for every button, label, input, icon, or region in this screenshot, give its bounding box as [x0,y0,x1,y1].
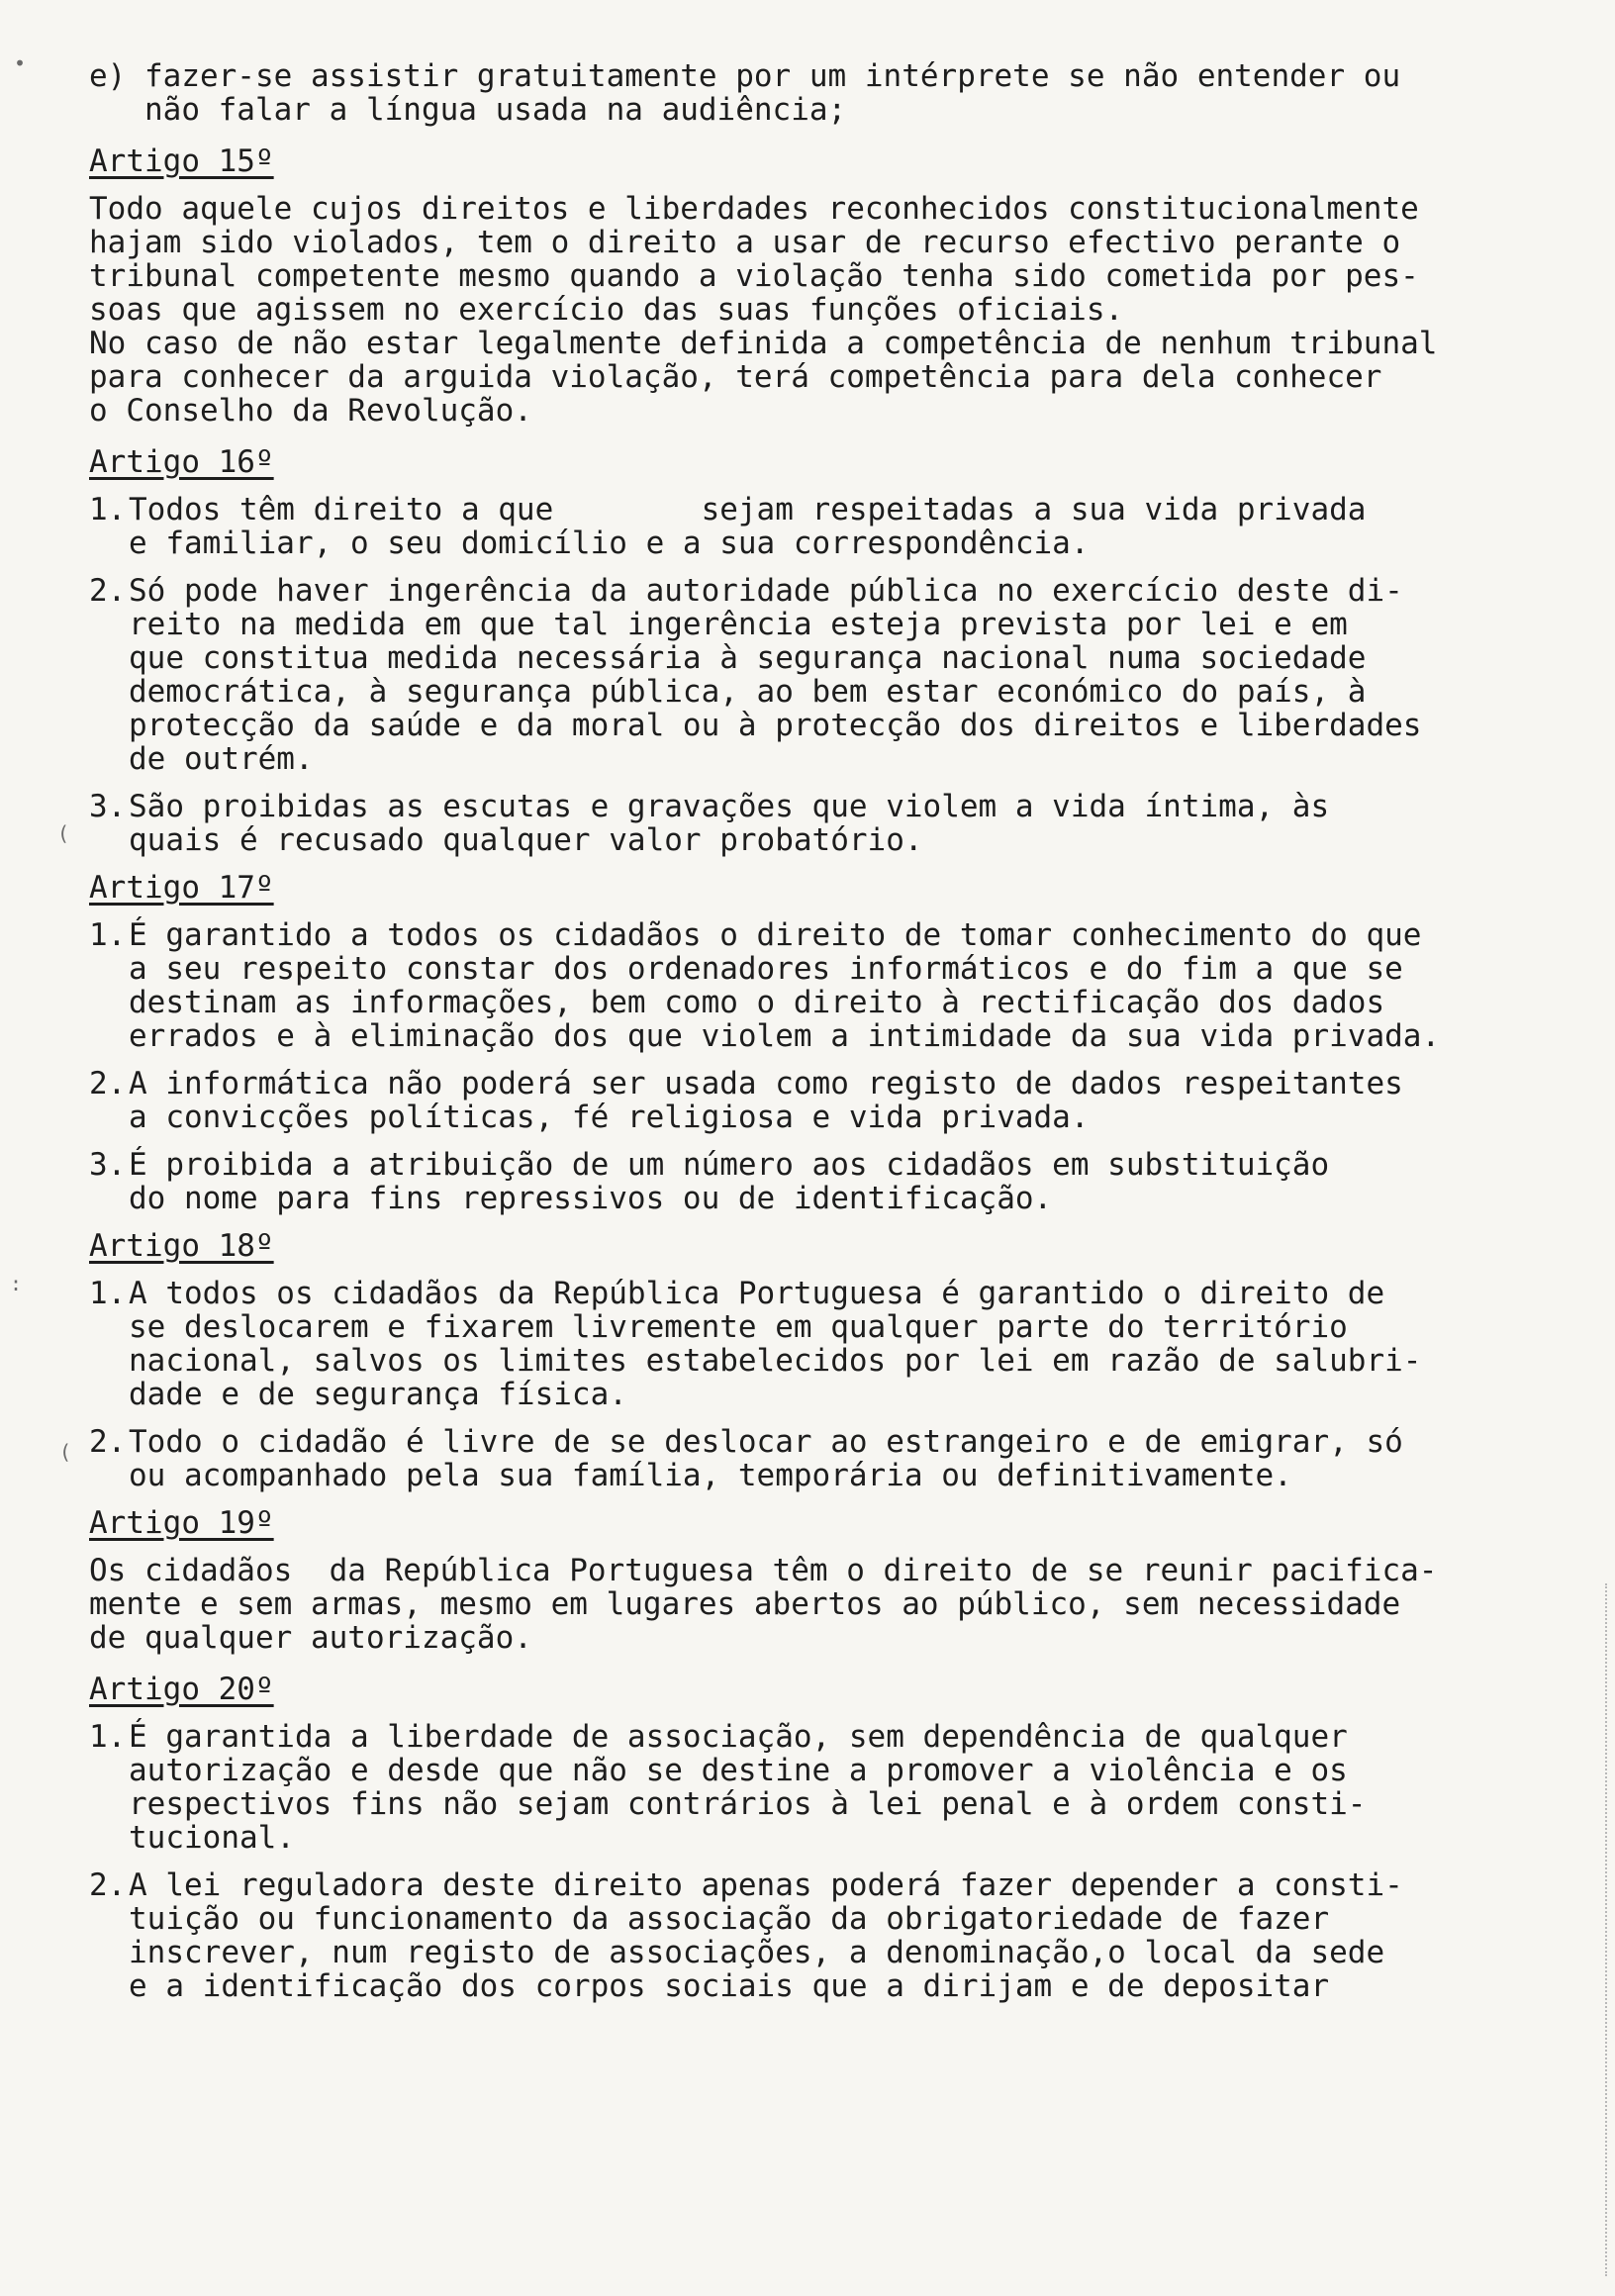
text-line: e) fazer-se assistir gratuitamente por um intérprete se não entender ou [89,58,1401,94]
text-line: A lei reguladora deste direito apenas poderá fazer depender a consti- [129,1867,1403,1903]
clause-first-line [89,1277,1583,1310]
text-line: a seu respeito constar dos ordenadores informáticos e do fim a que se [129,951,1403,987]
numbered-clause [89,1425,1583,1492]
numbered-clause [89,1868,1583,2003]
text-line: soas que agissem no exercício das suas funções oficiais. [89,292,1124,328]
article-heading: Artigo 15º [89,144,274,179]
article-heading: Artigo 19º [89,1505,274,1541]
text-line: É proibida a atribuição de um número aos cidadãos em substituição [129,1147,1330,1183]
clause-first-line [89,493,1583,526]
text-line: nacional, salvos os limites estabelecidos por lei em razão de salubri- [129,1343,1422,1379]
numbered-clause [89,1148,1583,1215]
text-line: quais é recusado qualquer valor probatório. [129,822,923,858]
article-paragraph [89,192,1583,428]
text-line: A todos os cidadãos da República Portuguesa é garantido o direito de [129,1276,1385,1311]
text-line: de qualquer autorização. [89,1620,532,1656]
intro-clause [89,59,1583,127]
text-line: Os cidadãos da República Portuguesa têm o direito de se reunir pacifica- [89,1553,1438,1588]
text-line: Todo aquele cujos direitos e liberdades reconhecidos constitucionalmente [89,191,1419,227]
text-line: e familiar, o seu domicílio e a sua correspondência. [129,526,1090,561]
article-section [89,871,1583,1215]
text-line: ou acompanhado pela sua família, temporária ou definitivamente. [129,1458,1292,1493]
clause-number: 1. [89,1276,127,1311]
article-section [89,1506,1583,1655]
text-line: tribunal competente mesmo quando a violação tenha sido cometida por pes- [89,258,1419,294]
clause-number: 3. [89,1147,127,1183]
text-line: autorização e desde que não se destine a promover a violência e os [129,1753,1348,1788]
numbered-clause [89,1720,1583,1855]
numbered-clause [89,790,1583,857]
numbered-clause [89,493,1583,560]
text-line: É garantido a todos os cidadãos o direito de tomar conhecimento do que [129,917,1422,953]
article-section [89,1229,1583,1492]
scan-speck: : [10,1272,23,1295]
scan-speck: ( [59,1440,72,1464]
numbered-clause [89,1067,1583,1134]
clause-first-line [89,1425,1583,1459]
text-line: mente e sem armas, mesmo em lugares abertos ao público, sem necessidade [89,1586,1401,1622]
article-section [89,1673,1583,2003]
text-line: e a identificação dos corpos sociais que a dirijam e de depositar [129,1968,1330,2004]
text-line: se deslocarem e fixarem livremente em qualquer parte do território [129,1309,1348,1345]
clause-first-line [89,1067,1583,1100]
text-line: tucional. [129,1820,295,1856]
page-edge-shadow [1603,1583,1607,2276]
text-line: dade e de segurança física. [129,1377,627,1412]
clause-first-line [89,1148,1583,1182]
text-line: respectivos fins não sejam contrários à lei penal e à ordem consti- [129,1786,1367,1822]
clause-number: 1. [89,492,127,527]
text-line: reito na medida em que tal ingerência esteja prevista por lei e em [129,607,1348,642]
article-heading: Artigo 16º [89,444,274,480]
scan-speck: ( [57,821,70,845]
text-line: É garantida a liberdade de associação, sem dependência de qualquer [129,1719,1348,1755]
clause-first-line [89,574,1583,608]
text-line: democrática, à segurança pública, ao bem estar económico do país, à [129,674,1367,710]
text-line: tuição ou funcionamento da associação da obrigatoriedade de fazer [129,1901,1330,1937]
text-line: não falar a língua usada na audiência; [89,92,847,128]
clause-first-line [89,918,1583,952]
clause-number: 2. [89,1424,127,1460]
text-line: No caso de não estar legalmente definida a competência de nenhum tribunal [89,326,1438,361]
clause-number: 2. [89,1867,127,1903]
clause-number: 3. [89,789,127,824]
text-line: do nome para fins repressivos ou de identificação. [129,1181,1053,1216]
clause-number: 1. [89,1719,127,1755]
clause-number: 1. [89,917,127,953]
text-line: Todo o cidadão é livre de se deslocar ao estrangeiro e de emigrar, só [129,1424,1403,1460]
article-section [89,445,1583,857]
clause-first-line [89,1868,1583,1902]
text-line: São proibidas as escutas e gravações que violem a vida íntima, às [129,789,1330,824]
article-heading: Artigo 17º [89,870,274,906]
text-line: o Conselho da Revolução. [89,393,532,429]
clause-first-line [89,1720,1583,1754]
article-paragraph [89,1554,1583,1655]
text-line: a convicções políticas, fé religiosa e vida privada. [129,1100,1090,1135]
clause-number: 2. [89,573,127,609]
scan-speck: • [14,51,27,75]
article-heading: Artigo 20º [89,1672,274,1707]
text-line: que constitua medida necessária à segurança nacional numa sociedade [129,640,1367,676]
numbered-clause [89,574,1583,776]
text-line: hajam sido violados, tem o direito a usar de recurso efectivo perante o [89,225,1401,260]
text-line: A informática não poderá ser usada como registo de dados respeitantes [129,1066,1403,1101]
document-body [89,59,1583,2017]
text-line: para conhecer da arguida violação, terá competência para dela conhecer [89,359,1382,395]
article-heading: Artigo 18º [89,1228,274,1264]
text-line: inscrever, num registo de associações, a denominação,o local da sede [129,1935,1385,1970]
text-line: errados e à eliminação dos que violem a intimidade da sua vida privada. [129,1018,1441,1054]
text-line: Todos têm direito a que sejam respeitadas a sua vida privada [129,492,1367,527]
numbered-clause [89,1277,1583,1411]
clause-first-line [89,790,1583,823]
article-section [89,144,1583,428]
text-line: de outrém. [129,741,314,777]
numbered-clause [89,918,1583,1053]
text-line: destinam as informações, bem como o direito à rectificação dos dados [129,985,1385,1020]
text-line: protecção da saúde e da moral ou à protecção dos direitos e liberdades [129,708,1422,743]
clause-number: 2. [89,1066,127,1101]
text-line: Só pode haver ingerência da autoridade pública no exercício deste di- [129,573,1403,609]
